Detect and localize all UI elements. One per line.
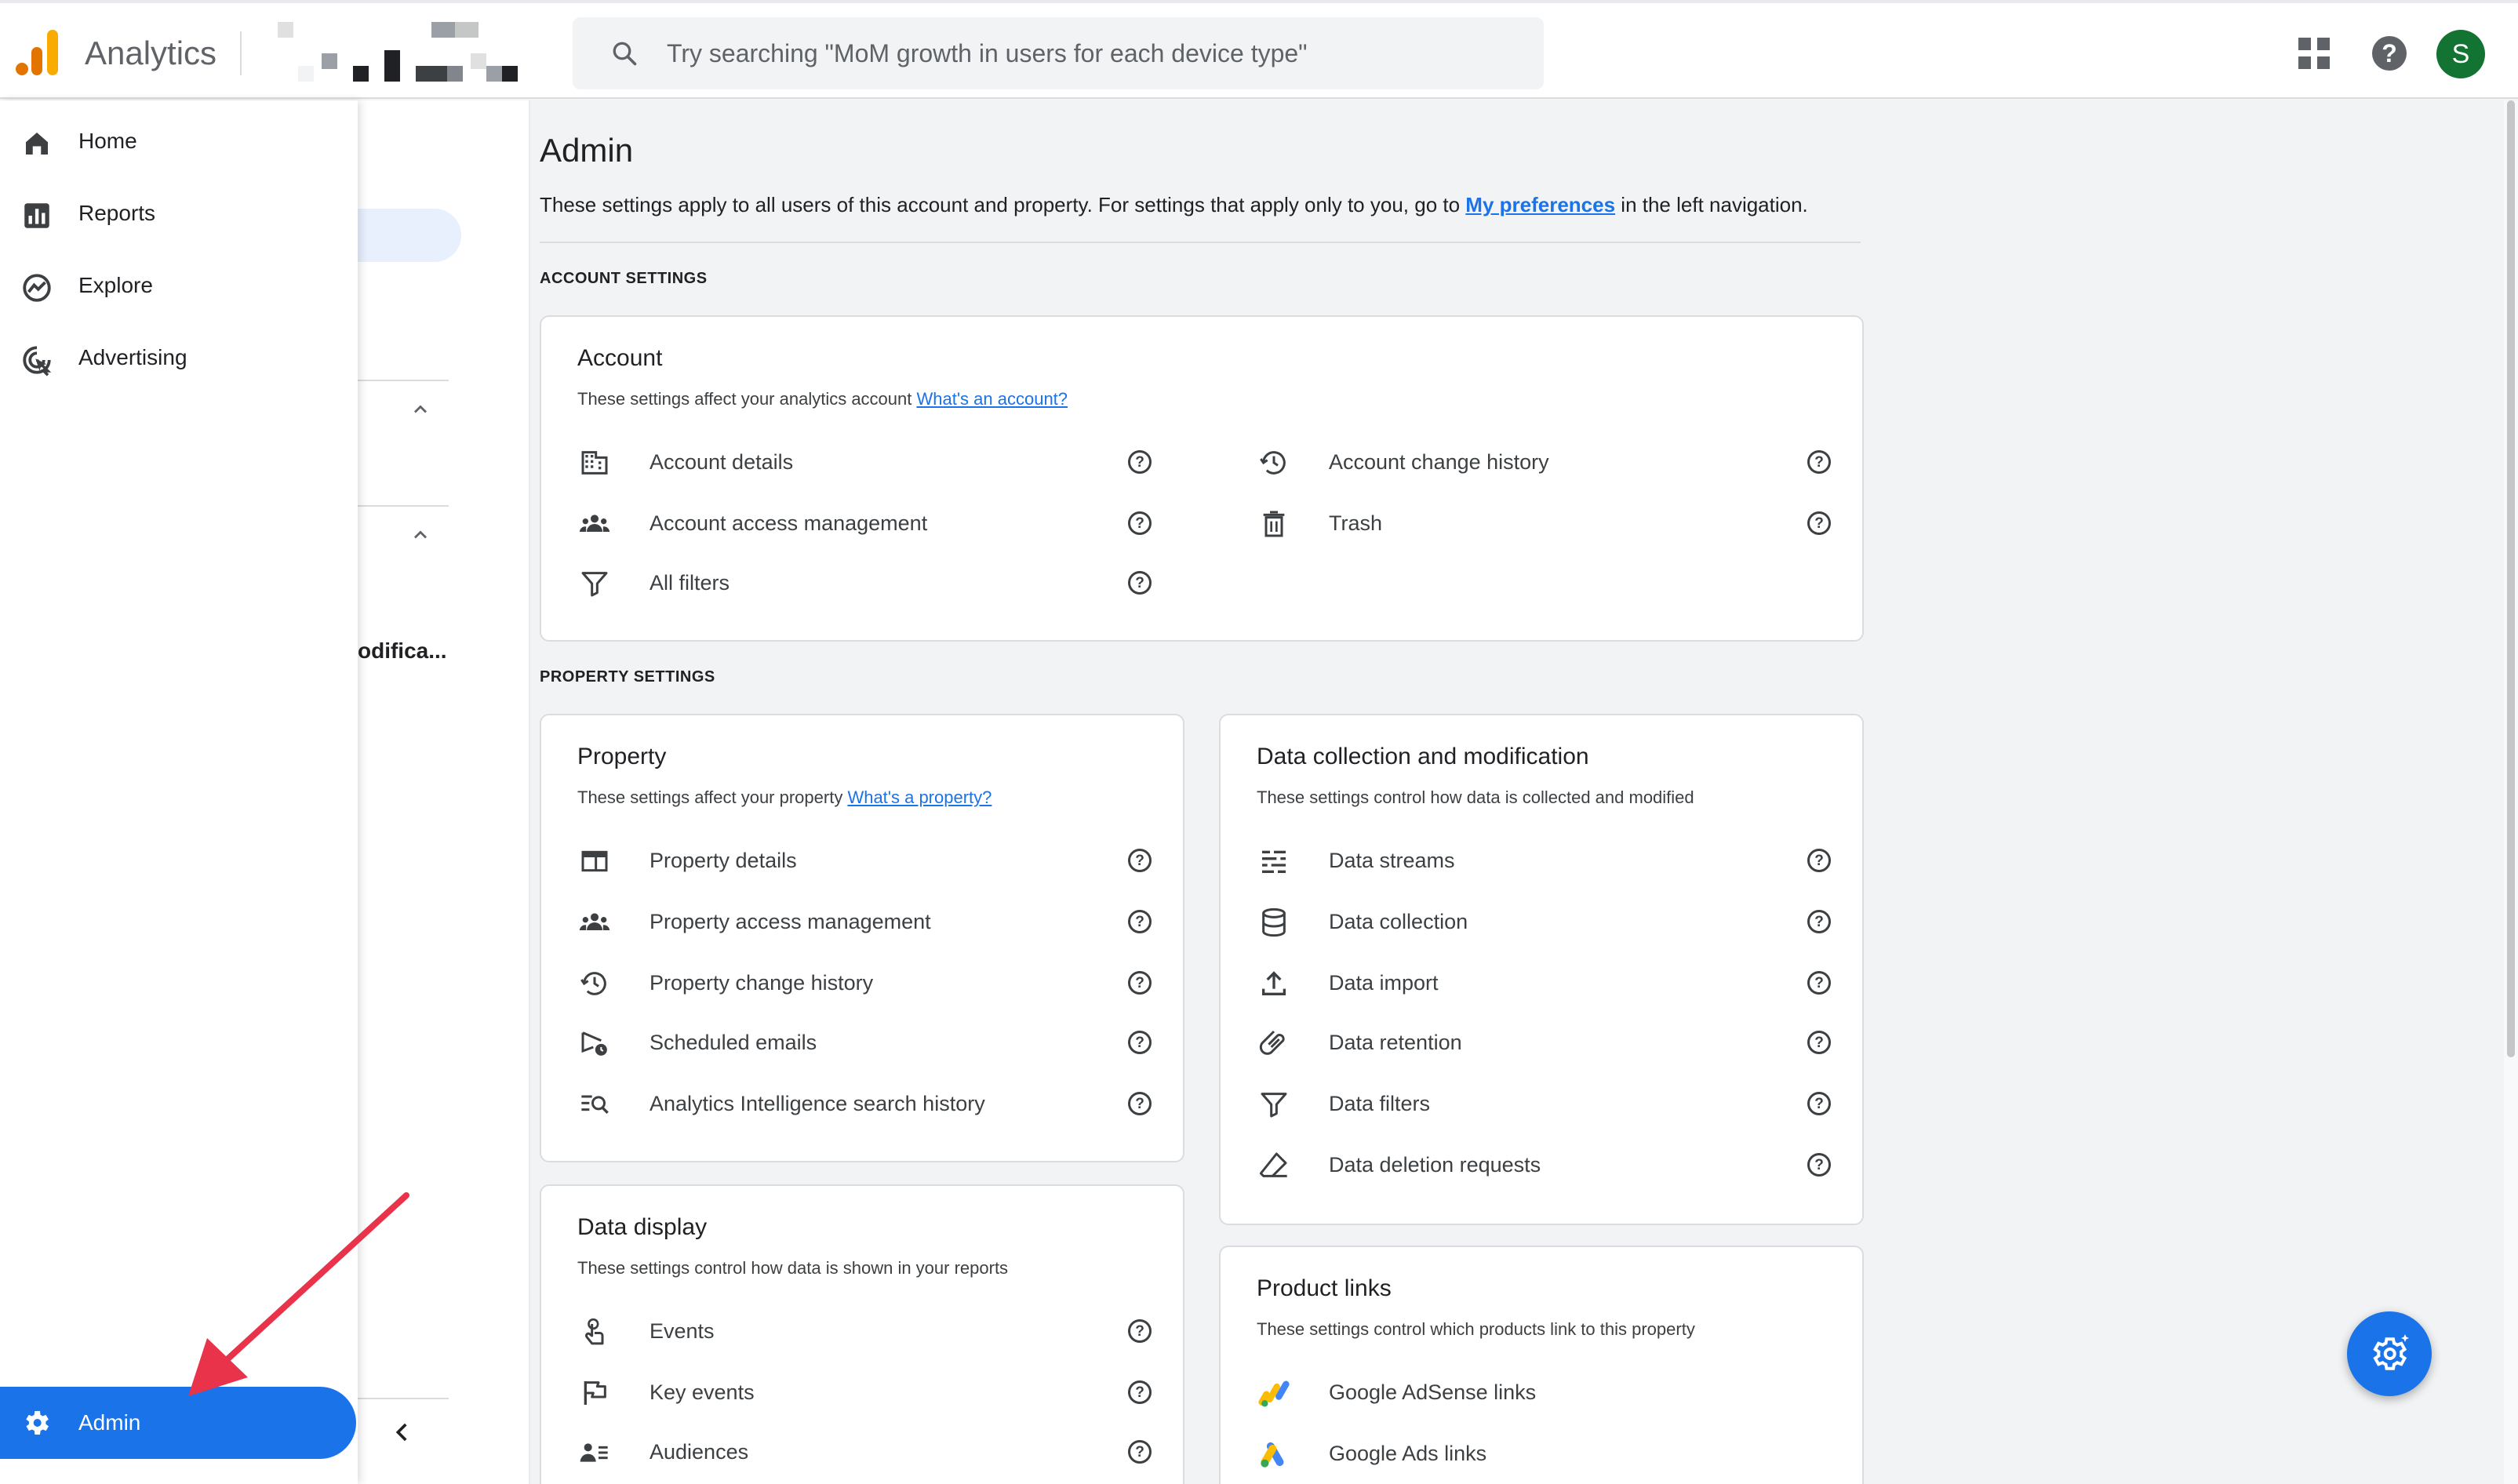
data-collection-row[interactable] <box>1257 897 1837 944</box>
help-icon[interactable]: ? <box>1128 910 1152 933</box>
card-title: Account <box>577 345 663 371</box>
my-preferences-link[interactable]: My preferences <box>1465 193 1616 216</box>
adsense-icon <box>1257 1377 1291 1409</box>
card-subtitle-text: These settings affect your property <box>577 787 848 807</box>
help-icon[interactable]: ? <box>1128 1319 1152 1343</box>
nav-item-explore[interactable] <box>0 253 358 323</box>
top-app-bar <box>0 0 2518 99</box>
help-icon[interactable]: ? <box>1128 1380 1152 1404</box>
property-change-history-row[interactable] <box>577 958 1158 1006</box>
nav-item-label: Home <box>78 129 137 153</box>
gear-sparkle-icon <box>2366 1330 2413 1377</box>
apps-grid-icon[interactable] <box>2298 38 2330 69</box>
row-label: Data retention <box>1329 1031 1462 1054</box>
property-access-management-row[interactable] <box>577 897 1158 944</box>
help-icon[interactable]: ? <box>1807 1153 1831 1177</box>
row-label: Account change history <box>1329 450 1549 474</box>
advertising-icon <box>20 344 53 376</box>
row-label: Account details <box>650 450 794 474</box>
row-label: Trash <box>1329 511 1383 535</box>
eraser-icon <box>1257 1150 1291 1181</box>
row-label: Property details <box>650 849 797 872</box>
google-adsense-links-row[interactable] <box>1257 1368 1837 1415</box>
subnav-divider <box>358 380 449 381</box>
help-icon[interactable]: ? <box>1807 1092 1831 1115</box>
row-label: Data import <box>1329 971 1439 995</box>
building-icon <box>577 447 612 478</box>
filter-icon <box>1257 1089 1291 1120</box>
card-title: Product links <box>1257 1275 1392 1301</box>
card-subtitle: These settings control how data is shown in your reports <box>577 1258 1009 1278</box>
row-label: Google Ads links <box>1329 1442 1487 1465</box>
chevron-up-icon[interactable] <box>409 524 431 546</box>
help-icon[interactable]: ? <box>1128 511 1152 535</box>
data-display-card <box>540 1184 1184 1484</box>
account-card <box>540 315 1864 642</box>
help-icon[interactable]: ? <box>1807 910 1831 933</box>
help-icon[interactable]: ? <box>1807 849 1831 872</box>
analytics-intelligence-fab[interactable] <box>2347 1311 2432 1396</box>
data-collection-card <box>1219 714 1864 1225</box>
nav-item-label: Reports <box>78 201 156 225</box>
people-icon <box>577 508 612 540</box>
subnav-truncated-label[interactable]: odifica... <box>358 638 447 663</box>
all-filters-row[interactable] <box>577 558 1158 606</box>
help-icon[interactable]: ? <box>1128 1031 1152 1054</box>
audiences-row[interactable] <box>577 1428 1158 1475</box>
trash-icon <box>1257 508 1291 540</box>
help-icon[interactable]: ? <box>1128 450 1152 474</box>
row-label: Key events <box>650 1380 755 1404</box>
search-input[interactable] <box>667 31 1514 75</box>
explore-icon <box>20 271 53 304</box>
account-access-management-row[interactable] <box>577 499 1158 546</box>
row-label: Google AdSense links <box>1329 1380 1537 1404</box>
page-description-text: These settings apply to all users of this account and property. For settings that apply only to you, go to <box>540 193 1466 216</box>
account-change-history-row[interactable] <box>1257 438 1837 485</box>
page-description-text: in the left navigation. <box>1615 193 1808 216</box>
scrollbar-thumb[interactable] <box>2507 100 2515 1057</box>
row-label: Audiences <box>650 1440 749 1464</box>
data-filters-row[interactable] <box>1257 1079 1837 1126</box>
data-retention-row[interactable] <box>1257 1018 1837 1065</box>
data-streams-row[interactable] <box>1257 836 1837 883</box>
gear-icon <box>20 1407 52 1439</box>
collapse-nav-icon[interactable] <box>389 1418 416 1453</box>
search-bar[interactable] <box>573 17 1544 89</box>
scheduled-send-icon <box>577 1028 612 1059</box>
card-title: Data display <box>577 1214 708 1240</box>
row-label: Account access management <box>650 511 928 535</box>
nav-item-home[interactable] <box>0 108 358 179</box>
streams-icon <box>1257 846 1291 877</box>
help-icon[interactable]: ? <box>1807 1031 1831 1054</box>
admin-main-content <box>540 100 2518 1484</box>
card-title: Data collection and modification <box>1257 744 1589 769</box>
key-events-row[interactable] <box>577 1368 1158 1415</box>
flag-icon <box>577 1377 612 1409</box>
account-settings-label: ACCOUNT SETTINGS <box>540 270 708 287</box>
property-settings-label: PROPERTY SETTINGS <box>540 668 715 686</box>
nav-item-advertising[interactable] <box>0 325 358 395</box>
row-label: All filters <box>650 571 730 595</box>
help-icon[interactable]: ? <box>2372 36 2407 71</box>
analytics-intelligence-search-history-row[interactable] <box>577 1079 1158 1126</box>
database-icon <box>1257 907 1291 938</box>
help-icon[interactable]: ? <box>1128 971 1152 995</box>
people-icon <box>577 907 612 938</box>
header-divider <box>540 242 1861 243</box>
help-icon[interactable]: ? <box>1128 1092 1152 1115</box>
help-icon[interactable]: ? <box>1128 849 1152 872</box>
chevron-up-icon[interactable] <box>409 398 431 420</box>
search-history-icon <box>577 1089 612 1120</box>
card-title: Property <box>577 744 667 769</box>
nav-item-label: Explore <box>78 273 153 297</box>
data-deletion-requests-row[interactable] <box>1257 1140 1837 1188</box>
row-label: Scheduled emails <box>650 1031 817 1054</box>
property-window-icon <box>577 846 612 877</box>
subnav-selected-item[interactable] <box>342 209 461 262</box>
nav-item-label: Admin <box>78 1410 141 1435</box>
help-icon[interactable]: ? <box>1128 571 1152 595</box>
upload-icon <box>1257 968 1291 999</box>
history-icon <box>1257 447 1291 478</box>
row-label: Events <box>650 1319 715 1343</box>
help-icon[interactable]: ? <box>1128 1440 1152 1464</box>
row-label: Data filters <box>1329 1092 1431 1115</box>
nav-item-reports[interactable] <box>0 180 358 251</box>
row-label: Data streams <box>1329 849 1455 872</box>
row-label: Property access management <box>650 910 931 933</box>
events-row[interactable] <box>577 1307 1158 1354</box>
subnav-divider <box>358 505 449 507</box>
account-details-row[interactable] <box>577 438 1158 485</box>
trash-row[interactable] <box>1257 499 1837 546</box>
app-title: Analytics <box>85 35 217 71</box>
audience-icon <box>577 1437 612 1468</box>
card-subtitle: These settings control how data is collected and modified <box>1257 787 1694 807</box>
filter-icon <box>577 568 612 599</box>
account-picker-redacted[interactable] <box>275 19 518 85</box>
paperclip-icon <box>1257 1028 1291 1059</box>
page-title: Admin <box>540 132 634 169</box>
search-icon <box>610 39 639 67</box>
history-icon <box>577 968 612 999</box>
row-label: Analytics Intelligence search history <box>650 1092 985 1115</box>
property-card <box>540 714 1184 1162</box>
card-subtitle: These settings control which products link to this property <box>1257 1319 1695 1339</box>
title-divider <box>240 31 242 75</box>
google-ads-icon <box>1257 1439 1291 1470</box>
whats-an-account-link[interactable]: What's an account? <box>916 389 1068 409</box>
card-subtitle-text: These settings affect your analytics account <box>577 389 917 409</box>
property-details-row[interactable] <box>577 836 1158 883</box>
analytics-logo-icon[interactable] <box>16 30 58 75</box>
page-description <box>540 193 1808 217</box>
scheduled-emails-row[interactable] <box>577 1018 1158 1065</box>
help-icon[interactable]: ? <box>1807 450 1831 474</box>
row-label: Data collection <box>1329 910 1468 933</box>
card-subtitle <box>577 389 1068 409</box>
help-icon[interactable]: ? <box>1807 511 1831 535</box>
touch-icon <box>577 1316 612 1348</box>
reports-icon <box>20 199 53 232</box>
home-icon <box>20 127 53 160</box>
whats-a-property-link[interactable]: What's a property? <box>847 787 992 807</box>
product-links-card <box>1219 1246 1864 1484</box>
row-label: Data deletion requests <box>1329 1153 1541 1177</box>
nav-item-label: Advertising <box>78 345 187 369</box>
avatar[interactable]: S <box>2436 30 2485 78</box>
google-ads-links-row[interactable] <box>1257 1429 1837 1476</box>
annotation-arrow-icon <box>173 1184 424 1404</box>
card-subtitle <box>577 787 992 808</box>
help-icon[interactable]: ? <box>1807 971 1831 995</box>
row-label: Property change history <box>650 971 874 995</box>
data-import-row[interactable] <box>1257 958 1837 1006</box>
